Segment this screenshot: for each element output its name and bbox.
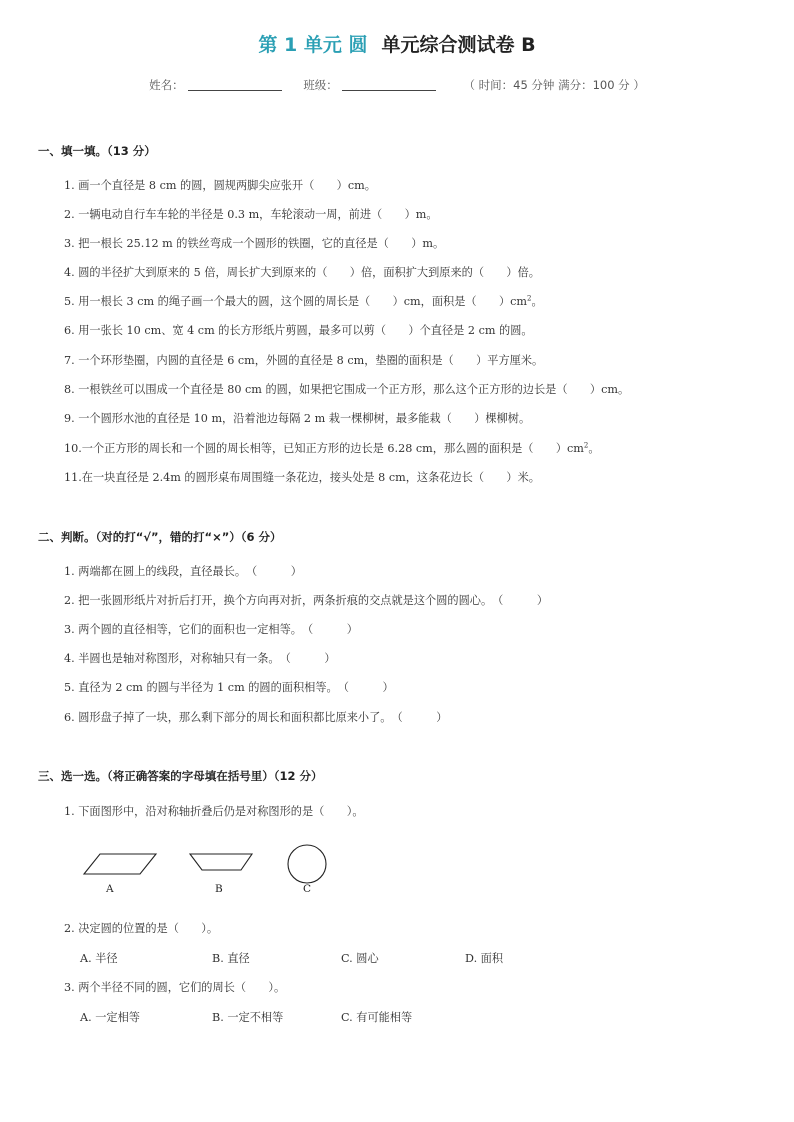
squared-sup: 2	[583, 441, 589, 450]
s1-question-2: 2. 一辆电动自行车车轮的半径是 0.3 m，车轮滚动一周，前进（ ）m。	[64, 208, 438, 221]
circle-shape	[288, 845, 326, 883]
s1-question-10	[64, 440, 600, 456]
period: 。	[531, 295, 543, 308]
s1-question-4: 4. 圆的半径扩大到原来的 5 倍，周长扩大到原来的（ ）倍，面积扩大到原来的（ ）倍。	[64, 266, 540, 279]
q2-option-b: B. 直径	[212, 952, 250, 965]
section-2-heading: 二、判断。（对的打“√”，错的打“×”）（6 分）	[38, 530, 282, 544]
class-blank[interactable]	[342, 78, 436, 91]
q2-option-d: D. 面积	[465, 952, 504, 965]
q3-option-c: C. 有可能相等	[341, 1011, 413, 1024]
q3-option-b: B. 一定不相等	[212, 1011, 284, 1024]
s1-question-5	[64, 293, 543, 309]
s1-question-9: 9. 一个圆形水池的直径是 10 m，沿着池边每隔 2 m 栽一棵柳树，最多能栽（ ）棵柳树。	[64, 412, 531, 425]
student-info-row	[0, 77, 794, 93]
s2-question-2: 2. 把一张圆形纸片对折后打开，换个方向再对折，两条折痕的交点就是这个圆的圆心。 （ ）	[64, 594, 549, 607]
unit-title: 第 1 单元 圆	[258, 34, 368, 56]
s1-question-5-text: 5. 用一根长 3 cm 的绳子画一个最大的圆，这个圆的周长是（ ）cm，面积是（ ）cm	[64, 295, 528, 308]
s1-question-11: 11.在一块直径是 2.4m 的圆形桌布周围缝一条花边，接头处是 8 cm，这条花边长（ ）米。	[64, 471, 540, 484]
period: 。	[588, 442, 600, 455]
s2-question-5: 5. 直径为 2 cm 的圆与半径为 1 cm 的圆的面积相等。 （ ）	[64, 681, 394, 694]
page-title	[0, 30, 794, 57]
s1-question-6: 6. 用一张长 10 cm、宽 4 cm 的长方形纸片剪圆，最多可以剪（ ）个直径是 2 cm 的圆。	[64, 324, 533, 337]
squared-sup: 2	[527, 294, 532, 303]
name-label: 姓名：	[149, 78, 184, 92]
s1-question-7: 7. 一个环形垫圈，内圆的直径是 6 cm，外圆的直径是 8 cm，垫圈的面积是（ ）平方厘米。	[64, 354, 544, 367]
parallelogram-shape	[84, 854, 156, 874]
time-score-info: （ 时间：45 分钟 满分：100 分 ）	[463, 78, 645, 92]
figure-label-b: B	[215, 883, 223, 895]
s2-question-6: 6. 圆形盘子掉了一块，那么剩下部分的周长和面积都比原来小了。 （ ）	[64, 711, 448, 724]
q2-option-a: A. 半径	[80, 952, 118, 965]
s3-question-1: 1. 下面图形中，沿对称轴折叠后仍是对称图形的是（ ）。	[64, 805, 364, 818]
name-blank[interactable]	[188, 78, 282, 91]
figure-label-c: C	[303, 883, 312, 895]
parallelogram-figure	[80, 850, 160, 878]
s2-question-4: 4. 半圆也是轴对称图形，对称轴只有一条。 （ ）	[64, 652, 336, 665]
s2-question-3: 3. 两个圆的直径相等，它们的面积也一定相等。 （ ）	[64, 623, 358, 636]
s1-question-3: 3. 把一根长 25.12 m 的铁丝弯成一个圆形的铁圈，它的直径是（ ）m。	[64, 237, 445, 250]
s1-question-8: 8. 一根铁丝可以围成一个直径是 80 cm 的圆，如果把它围成一个正方形，那么这个正方形的边长是（ ）cm。	[64, 383, 630, 396]
s1-question-10-text: 10.一个正方形的周长和一个圆的周长相等，已知正方形的边长是 6.28 cm，那么圆的面积是（ ）cm	[64, 442, 584, 455]
s1-question-1: 1. 画一个直径是 8 cm 的圆，圆规两脚尖应张开（ ）cm。	[64, 179, 376, 192]
class-label: 班级：	[303, 78, 338, 92]
trapezoid-shape	[190, 854, 252, 870]
circle-figure	[285, 842, 329, 886]
s2-question-1: 1. 两端都在圆上的线段，直径最长。 （ ）	[64, 565, 302, 578]
q3-option-a: A. 一定相等	[80, 1011, 140, 1024]
q2-option-c: C. 圆心	[341, 952, 379, 965]
figure-label-a: A	[106, 883, 114, 895]
trapezoid-figure	[186, 850, 256, 874]
s3-question-2: 2. 决定圆的位置的是（ ）。	[64, 922, 219, 935]
section-3-heading: 三、选一选。（将正确答案的字母填在括号里）（12 分）	[38, 769, 323, 783]
test-title: 单元综合测试卷 B	[381, 34, 536, 56]
section-1-heading: 一、填一填。（13 分）	[38, 144, 156, 158]
s3-question-3: 3. 两个半径不同的圆，它们的周长（ ）。	[64, 981, 286, 994]
